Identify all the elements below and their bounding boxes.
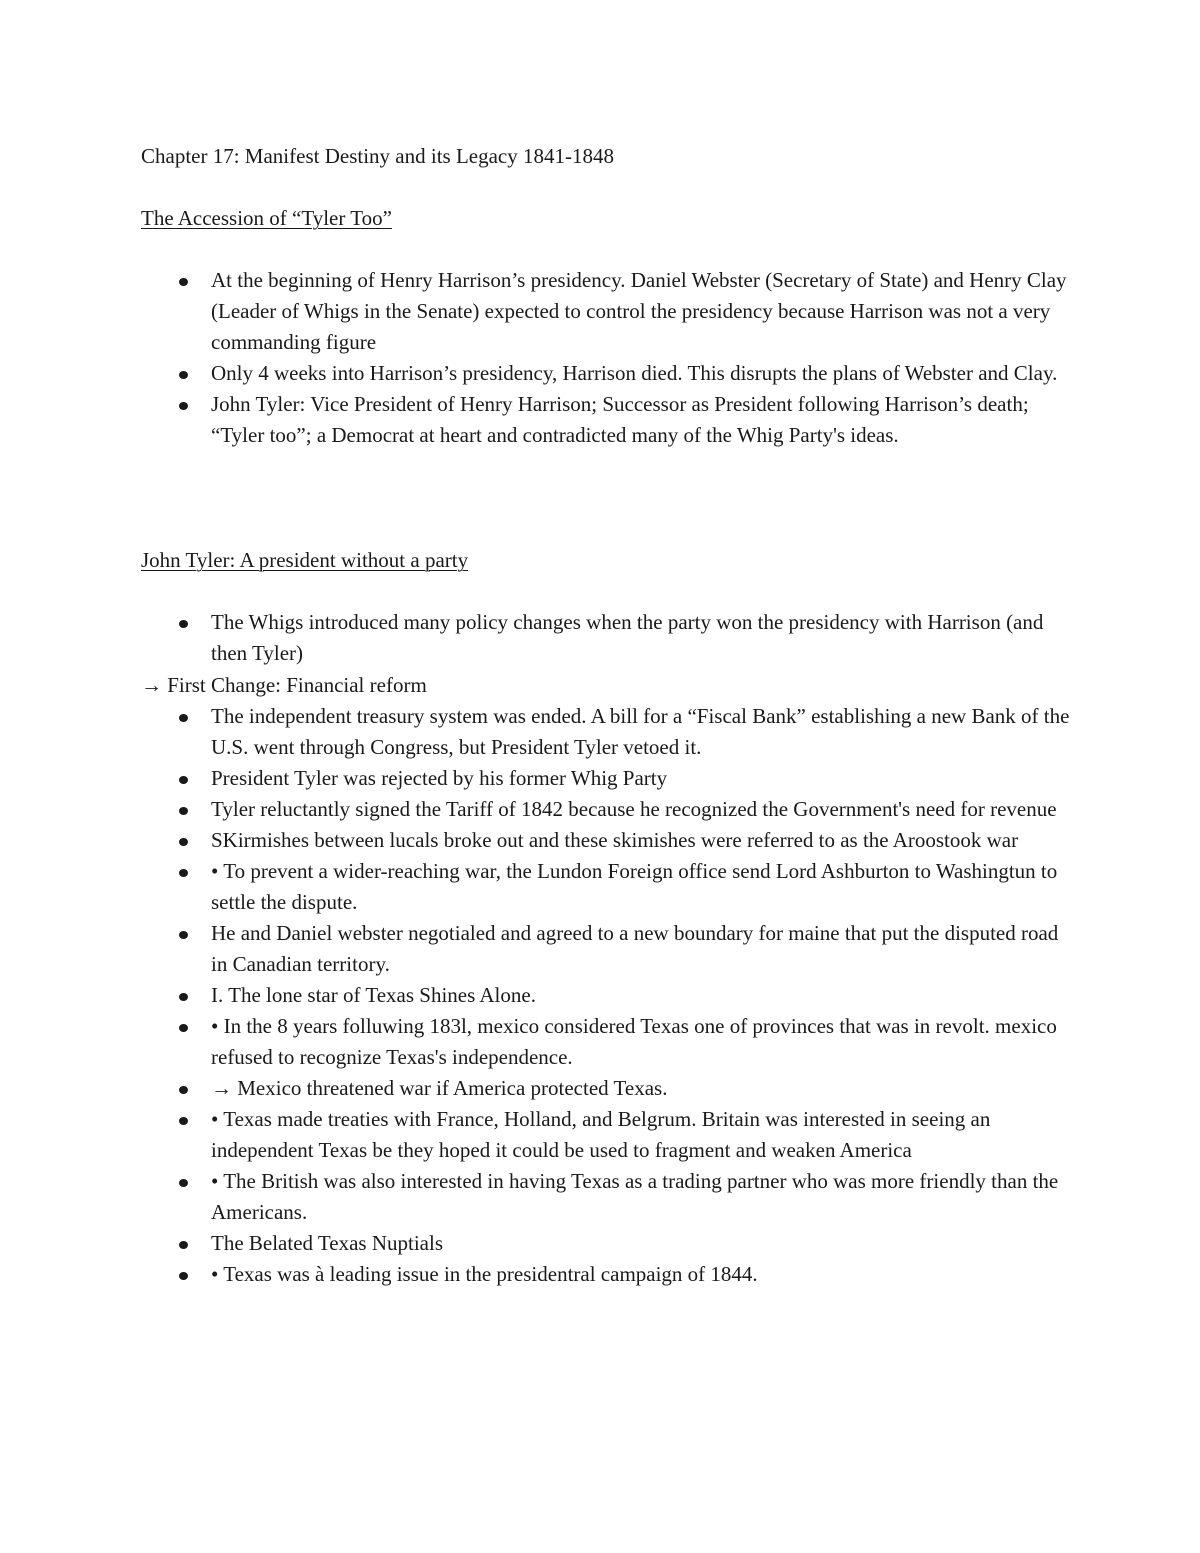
bullet-icon <box>179 620 188 628</box>
list-item-text: President Tyler was rejected by his former Whig Party <box>211 766 668 790</box>
list-item <box>141 1259 1071 1290</box>
list-item <box>141 389 1071 451</box>
bullet-icon <box>179 1241 188 1249</box>
bullet-list <box>141 265 1071 451</box>
list-item-text: • To prevent a wider-reaching war, the Lundon Foreign office send Lord Ashburton to Washingtun to settle the dispute. <box>211 859 1058 914</box>
list-item-text: He and Daniel webster negotialed and agreed to a new boundary for maine that put the disputed road in Canadian territory. <box>211 921 1059 976</box>
list-item <box>141 1166 1071 1228</box>
bullet-icon <box>179 931 188 939</box>
list-item-text: SKirmishes between lucals broke out and these skimishes were referred to as the Aroostook war <box>211 828 1019 852</box>
bullet-icon <box>179 1024 188 1032</box>
list-item-text: • Texas was à leading issue in the presidentral campaign of 1844. <box>211 1262 758 1286</box>
list-item-text: • In the 8 years folluwing 183l, mexico considered Texas one of provinces that was in revolt. mexico refused to recognize Texas's independence. <box>211 1014 1057 1069</box>
list-item-text: → Mexico threatened war if America protected Texas. <box>211 1076 668 1100</box>
list-item-text: The Belated Texas Nuptials <box>211 1231 443 1255</box>
bullet-icon <box>179 714 188 722</box>
list-item <box>141 1228 1071 1259</box>
list-item <box>141 358 1071 389</box>
bullet-icon <box>179 402 188 410</box>
list-item-text: Tyler reluctantly signed the Tariff of 1842 because he recognized the Government's need for revenue <box>211 797 1057 821</box>
list-item-text: The independent treasury system was ended. A bill for a “Fiscal Bank” establishing a new Bank of the U.S. went through Congress, but President Tyler vetoed it. <box>211 704 1070 759</box>
list-item <box>141 265 1071 358</box>
list-item <box>141 1011 1071 1073</box>
list-item-text: I. The lone star of Texas Shines Alone. <box>211 983 536 1007</box>
financial-reform-subheading: → First Change: Financial reform <box>141 673 427 697</box>
bullet-icon <box>179 1272 188 1280</box>
list-item <box>141 918 1071 980</box>
list-item <box>141 701 1071 763</box>
bullet-list <box>141 701 1071 1290</box>
list-item <box>141 607 1071 669</box>
list-item-text: John Tyler: Vice President of Henry Harrison; Successor as President following Harrison’s death; “Tyler too”; a Democrat at heart and contradicted many of the Whig Party's ideas. <box>211 392 1029 447</box>
list-item <box>141 980 1071 1011</box>
list-item-text: The Whigs introduced many policy changes when the party won the presidency with Harrison (and then Tyler) <box>211 610 1044 665</box>
list-item <box>141 825 1071 856</box>
list-item-text: • Texas made treaties with France, Holland, and Belgrum. Britain was interested in seeing an independent Texas be they hoped it could be used to fragment and weaken America <box>211 1107 991 1162</box>
list-item <box>141 763 1071 794</box>
bullet-icon <box>179 869 188 877</box>
section-heading-president-without-party: John Tyler: A president without a party <box>141 548 469 572</box>
section-heading-tyler-too: The Accession of “Tyler Too” <box>141 206 392 230</box>
document-title: Chapter 17: Manifest Destiny and its Legacy 1841-1848 <box>141 144 614 168</box>
list-item-text: At the beginning of Henry Harrison’s presidency. Daniel Webster (Secretary of State) and Henry Clay (Leader of Whigs in the Senate) expected to control the presidency because Harrison was not a very commanding figure <box>211 268 1067 354</box>
bullet-icon <box>179 1086 188 1094</box>
bullet-icon <box>179 278 188 286</box>
bullet-icon <box>179 776 188 784</box>
list-item-text: • The British was also interested in having Texas as a trading partner who was more friendly than the Americans. <box>211 1169 1059 1224</box>
list-item <box>141 856 1071 918</box>
list-item <box>141 1073 1071 1104</box>
bullet-icon <box>179 838 188 846</box>
bullet-icon <box>179 807 188 815</box>
bullet-icon <box>179 1179 188 1187</box>
bullet-icon <box>179 371 188 379</box>
bullet-icon <box>179 993 188 1001</box>
list-item <box>141 1104 1071 1166</box>
bullet-list <box>141 607 1071 669</box>
bullet-icon <box>179 1117 188 1125</box>
list-item-text: Only 4 weeks into Harrison’s presidency, Harrison died. This disrupts the plans of Webster and Clay. <box>211 361 1058 385</box>
list-item <box>141 794 1071 825</box>
